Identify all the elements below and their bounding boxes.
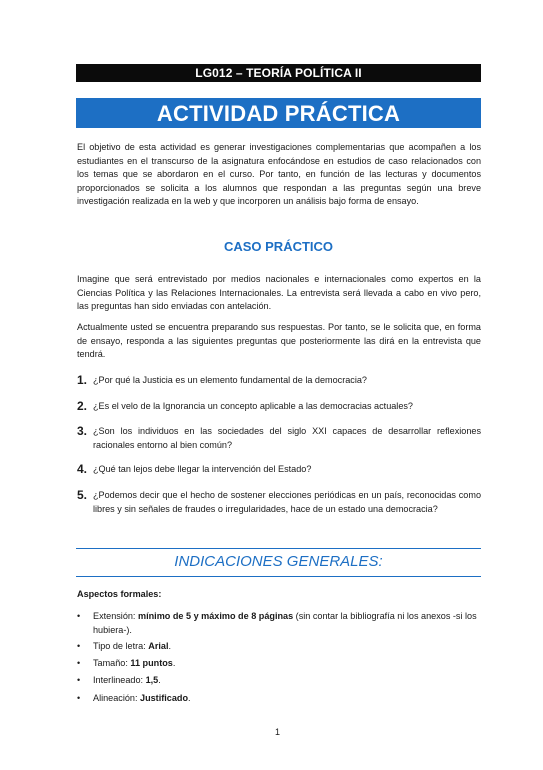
question-text: ¿Es el velo de la Ignorancia un concepto aplicable a las democracias actuales? [93, 401, 413, 411]
indications-heading: INDICACIONES GENERALES: [174, 553, 383, 570]
list-item-text: Tamaño: 11 puntos. [93, 658, 176, 668]
formal-aspects-title: Aspectos formales: [77, 589, 162, 599]
case-paragraph-2: Actualmente usted se encuentra preparando sus respuestas. Por tanto, se le solicita que, en forma de ensayo, responda a las siguientes preguntas que posteriormente las dirá en la entrevista que tendrá. [77, 322, 481, 359]
question-text: ¿Qué tan lejos debe llegar la intervención del Estado? [93, 464, 312, 474]
intro-paragraph: El objetivo de esta actividad es generar investigaciones complementarias que acompañen a los estudiantes en el transcurso de la asignatura enfocándose en estudios de caso relacionados con los temas que se abordaron en el curso. Por tanto, en función de las lecturas y documentos proporcionados se solicita a los alumnos que respondan a las preguntas según una breve investigación realizada en la web y que incorporen un análisis bajo forma de ensayo. [77, 142, 481, 206]
question-number: 5. [77, 488, 88, 502]
question-number: 2. [77, 399, 88, 413]
bullet-icon: • [77, 611, 81, 621]
activity-title-bar [76, 98, 481, 128]
question-text: ¿Son los individuos en las sociedades del siglo XXI capaces de desarrollar reflexiones racionales entorno al bien común? [93, 426, 481, 450]
bullet-icon: • [77, 658, 81, 668]
question-number: 1. [77, 373, 88, 387]
question-number: 3. [77, 424, 88, 438]
case-heading: CASO PRÁCTICO [223, 239, 334, 254]
bullet-icon: • [77, 675, 81, 685]
list-item-text: Alineación: Justificado. [93, 693, 191, 703]
page-number: 1 [274, 727, 280, 737]
question-text: ¿Podemos decir que el hecho de sostener elecciones periódicas en un país, reconocidas como libres y sin señales de fraudes o irregularidades, hace de un estado una democracia? [93, 490, 481, 514]
course-title: LG012 – TEORÍA POLÍTICA II [195, 66, 362, 80]
question-text: ¿Por qué la Justicia es un elemento fundamental de la democracia? [93, 375, 367, 385]
bullet-icon: • [77, 693, 81, 703]
course-header-bar [76, 64, 481, 82]
question-number: 4. [77, 462, 88, 476]
divider [76, 576, 481, 577]
list-item-text: Extensión: mínimo de 5 y máximo de 8 páginas (sin contar la bibliografía ni los anexos -si los hubiera-). [93, 611, 477, 635]
list-item-text: Tipo de letra: Arial. [93, 641, 172, 651]
list-item-text: Interlineado: 1,5. [93, 675, 161, 685]
divider [76, 548, 481, 549]
bullet-icon: • [77, 641, 81, 651]
case-paragraph-1: Imagine que será entrevistado por medios nacionales e internacionales como expertos en la Ciencias Política y las Relaciones Internacionales. La entrevista será llevada a cabo en vivo pero, las preguntas han sido enviadas con antelación. [77, 274, 481, 311]
activity-title: ACTIVIDAD PRÁCTICA [156, 101, 401, 126]
